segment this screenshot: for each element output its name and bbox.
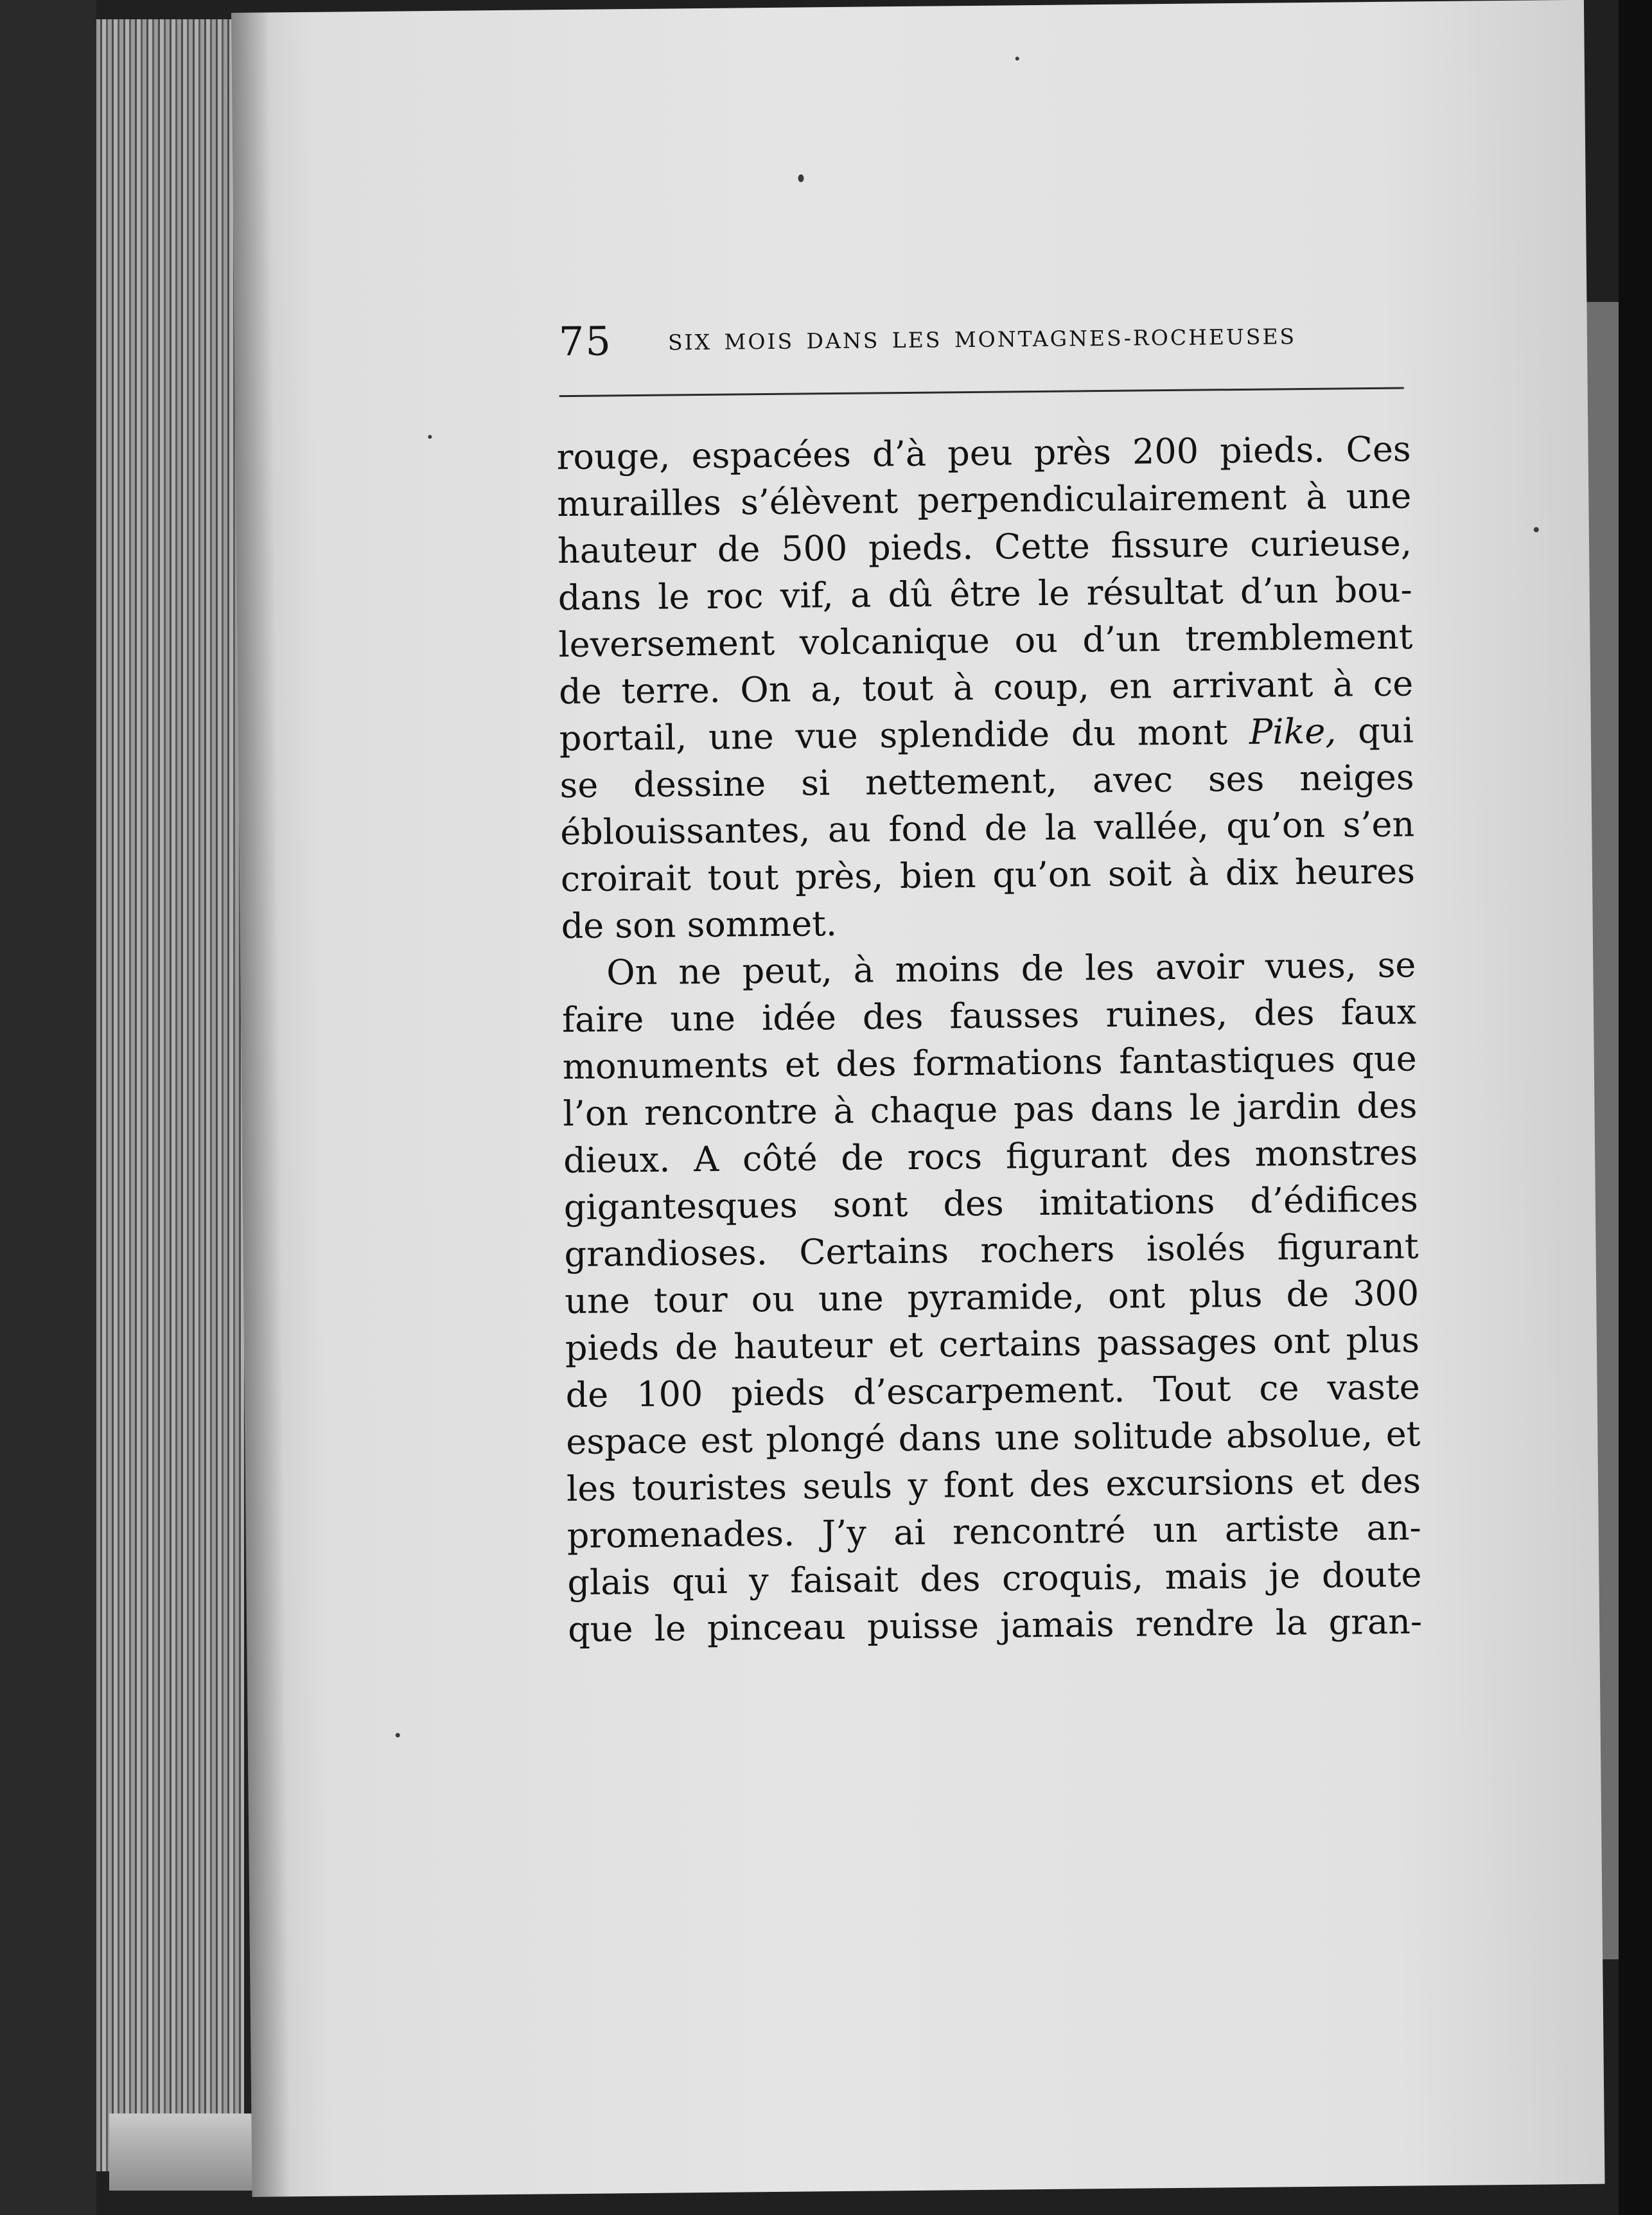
text-line-pike: [559, 707, 1414, 762]
text-line: pieds de hauteur et certains passages ont plus: [565, 1319, 1420, 1369]
text-line: de terre. On a, tout à coup, en arrivant à ce: [558, 663, 1414, 712]
text-line: rouge, espacées d’à peu près 200 pieds. Ces: [556, 428, 1411, 478]
running-head: [559, 308, 1639, 376]
text-line: murailles s’élèvent perpendiculairement à une: [557, 475, 1412, 525]
italic-pike: Pike,: [1249, 710, 1337, 752]
dust-speck: [798, 174, 804, 182]
book-page: [231, 0, 1605, 2197]
page-number: 75: [558, 317, 613, 366]
dust-speck: [428, 435, 432, 439]
body-text: [556, 425, 1422, 1653]
text-line: une tour ou une pyramide, ont plus de 300: [564, 1273, 1419, 1322]
text-line: dans le roc vif, a dû être le résultat d’un bou-: [558, 569, 1413, 619]
text-line: se dessine si nettement, avec ses neiges: [559, 757, 1414, 806]
page-stack-edges: [96, 19, 244, 2171]
dust-speck: [1015, 57, 1019, 60]
text-line: de 100 pieds d’escarpement. Tout ce vaste: [565, 1366, 1420, 1416]
text-line: espace est plongé dans une solitude absolue, et: [566, 1413, 1421, 1463]
paragraph-1: [556, 425, 1416, 949]
text-fragment: portail, une vue splendide du mont: [559, 712, 1228, 759]
text-line: promenades. J’y ai rencontré un artiste an-: [567, 1507, 1422, 1557]
text-line: éblouissantes, au fond de la vallée, qu’on s’en: [559, 804, 1415, 853]
dust-speck: [396, 1733, 400, 1738]
text-line: On ne peut, à moins de les avoir vues, se: [606, 944, 1416, 993]
text-line: de son sommet.: [561, 903, 838, 947]
text-line: leversement volcanique ou d’un tremblement: [558, 616, 1413, 666]
text-line: monuments et des formations fantastiques que: [562, 1038, 1418, 1088]
paragraph-2: [561, 941, 1422, 1653]
text-line: les touristes seuls y font des excursions et des: [566, 1460, 1421, 1510]
text-line: croirait tout près, bien qu’on soit à dix heures: [560, 851, 1416, 900]
text-line: que le pinceau puisse jamais rendre la gran-: [567, 1601, 1423, 1650]
text-line: faire une idée des fausses ruines, des faux: [561, 991, 1417, 1041]
text-line: glais qui y faisait des croquis, mais je doute: [567, 1554, 1422, 1603]
running-title: SIX MOIS DANS LES MONTAGNES-ROCHEUSES: [667, 324, 1297, 355]
text-line: dieux. A côté de rocs figurant des monstres: [563, 1132, 1418, 1181]
text-line: hauteur de 500 pieds. Cette fissure curieuse,: [557, 522, 1412, 572]
dust-speck: [1534, 527, 1539, 532]
scan-left-margin: [0, 0, 96, 2215]
text-line: grandioses. Certains rochers isolés figurant: [564, 1226, 1419, 1275]
text-line: gigantesques sont des imitations d’édifices: [563, 1179, 1419, 1228]
text-line: l’on rencontre à chaque pas dans le jardin des: [563, 1085, 1418, 1134]
header-rule: [559, 387, 1404, 398]
text-fragment: qui: [1357, 710, 1414, 752]
